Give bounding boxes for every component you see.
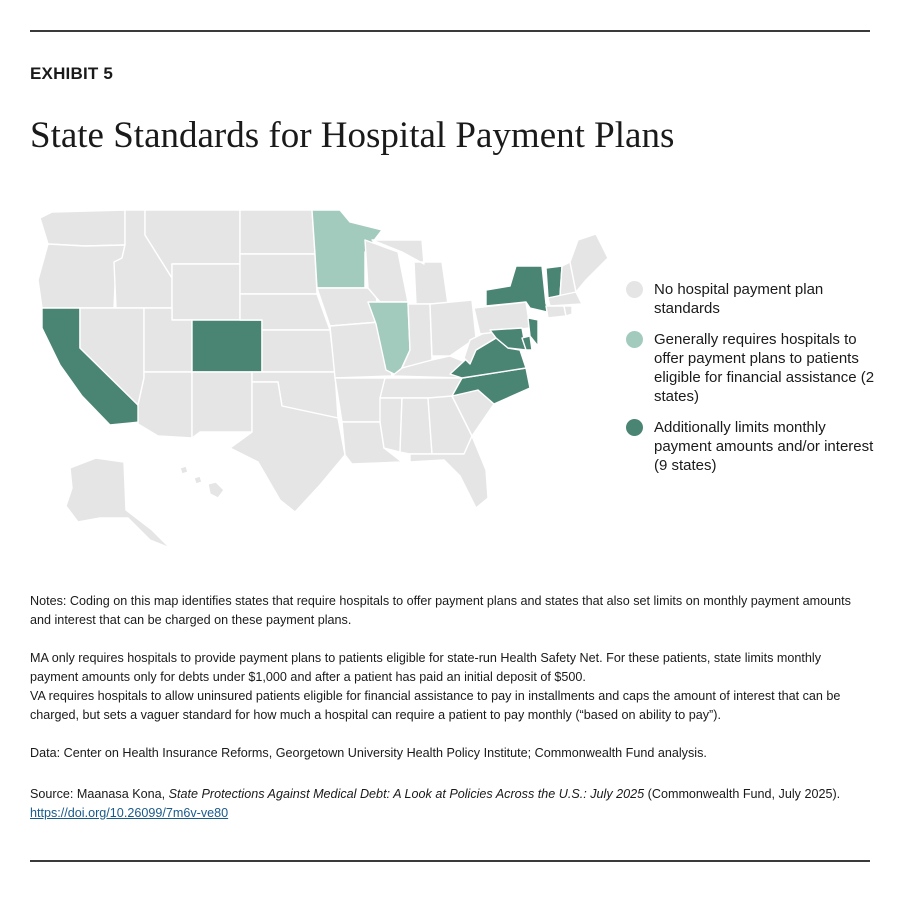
note-coding: Notes: Coding on this map identifies states that require hospitals to offer payment plans and states that also set limits on monthly payment amounts and interest that can be charged on these payment plans. <box>30 594 851 627</box>
state-ND <box>240 210 315 254</box>
legend-label-limits: Additionally limits monthly payment amounts and/or interest (9 states) <box>654 419 874 474</box>
legend-item-none <box>626 280 876 318</box>
legend-label-general: Generally requires hospitals to offer payment plans to patients eligible for financial assistance (2 states) <box>654 331 875 405</box>
state-HI <box>180 466 224 498</box>
legend-item-limits <box>626 418 876 475</box>
legend <box>626 280 876 487</box>
source-citation <box>30 785 870 823</box>
state-SD <box>240 254 317 294</box>
source-prefix: Source: Maanasa Kona, <box>30 787 169 801</box>
note-va: VA requires hospitals to allow uninsured patients eligible for financial assistance to pay in installments and caps the amount of interest that can be charged, but sets a vaguer standard for how much a hospital can require a patient to pay monthly (“based on ability to pay”). <box>30 689 841 722</box>
state-AR <box>335 378 385 422</box>
state-KS <box>262 330 335 372</box>
source-suffix: (Commonwealth Fund, July 2025). <box>644 787 841 801</box>
state-AL <box>400 398 432 454</box>
state-WA <box>40 210 125 246</box>
legend-swatch-none <box>626 281 643 298</box>
top-rule <box>30 30 870 32</box>
state-CO <box>192 320 262 372</box>
us-map <box>30 200 620 560</box>
state-CT <box>546 306 566 318</box>
legend-item-general <box>626 330 876 406</box>
legend-swatch-general <box>626 331 643 348</box>
state-AZ <box>138 372 192 438</box>
legend-swatch-limits <box>626 419 643 436</box>
source-title: State Protections Against Medical Debt: A Look at Policies Across the U.S.: July 2025 <box>168 787 645 801</box>
state-AK <box>66 458 170 548</box>
state-MS <box>380 398 402 452</box>
source-doi-link[interactable]: https://doi.org/10.26099/7m6v-ve80 <box>30 806 229 820</box>
data-source-line: Data: Center on Health Insurance Reforms, Georgetown University Health Policy Institute; Commonwealth Fund analysis. <box>30 746 707 760</box>
exhibit-label: EXHIBIT 5 <box>30 64 114 83</box>
state-RI <box>564 306 572 316</box>
legend-label-none: No hospital payment plan standards <box>654 281 824 317</box>
state-OR <box>38 244 125 308</box>
state-WY <box>172 264 240 320</box>
notes <box>30 592 870 823</box>
state-ME <box>570 234 608 292</box>
bottom-rule <box>30 860 870 862</box>
page-title: State Standards for Hospital Payment Plans <box>30 115 675 156</box>
note-ma: MA only requires hospitals to provide payment plans to patients eligible for state-run Health Safety Net. For these patients, state limits monthly payment amounts only for debts under $1,000 and after a patient has paid an initial deposit of $500. <box>30 651 822 684</box>
state-NM <box>192 372 252 438</box>
